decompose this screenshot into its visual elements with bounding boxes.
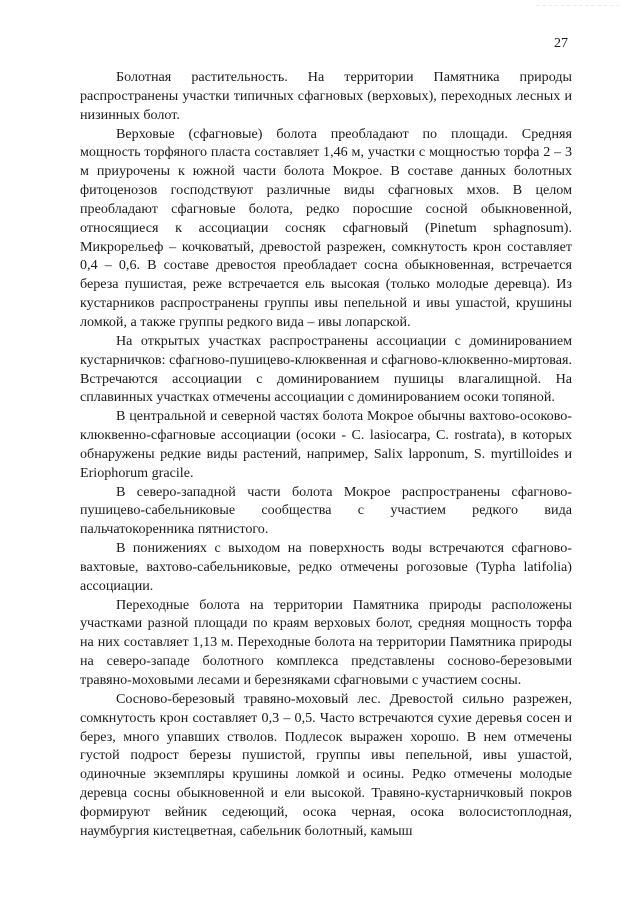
- paragraph-bog-vegetation-intro: Болотная растительность. На территории Памятника природы распространены участки типичных сфагновых (верховых), переходных лесных и низинных болот.: [80, 69, 572, 123]
- paragraph-central-north: В центральной и северной частях болота Мокрое обычны вахтово-осоково-клюквенно-сфагновые ассоциации (осоки - C. lasiocarpa, C. rostrata), в которых обнаружены редкие виды растений, например, Salix lapponum, S. myrtilloides и Eriophorum gracile.: [80, 408, 572, 481]
- page-body: [80, 68, 572, 841]
- page-number: 27: [554, 36, 568, 51]
- scan-header-mark: — — — — — — — — — — — — — —: [536, 2, 620, 7]
- paragraph-open-areas: На открытых участках распространены ассоциации с доминированием кустарничков: сфагново-пушицево-клюквенная и сфагново-клюквенно-миртовая. Встречаются ассоциации с доминированием пушицы влагалищной. На сплавинных участках отмечены ассоциации с доминированием осоки топяной.: [80, 332, 572, 406]
- paragraph-transitional-bogs: Переходные болота на территории Памятника природы расположены участками разной площади по краям верховых болот, средняя мощность торфа на них составляет 1,13 м. Переходные болота на территории Памятника природы на северо-западе болотного комплекса представлены сосново-березовыми травяно-моховыми лесами и березняками сфагновыми с участием сосны.: [80, 596, 572, 688]
- paragraph-depressions: В понижениях с выходом на поверхность воды встречаются сфагново-вахтовые, вахтово-сабельниковые, редко отмечены рогозовые (Typha latifolia) ассоциации.: [80, 540, 572, 594]
- paragraph-north-west: В северо-западной части болота Мокрое распространены сфагново-пушицево-сабельниковые сообщества с участием редкого вида пальчатокоренника пятнистого.: [80, 483, 572, 538]
- paragraph-raised-bogs: Верховые (сфагновые) болота преобладают по площади. Средняя мощность торфяного пласта составляет 1,46 м, участки с мощностью торфа 2 – 3 м приурочены к южной части болота Мокрое. В составе данных болотных фитоценозов господствуют различные виды сфагновых мхов. В целом преобладают сфагновые болота, редко поросшие сосной обыкновенной, относящиеся к ассоциации сосняк сфагновый (Pinetum sphagnosum). Микрорельеф – кочковатый, древостой разрежен, сомкнутость крон составляет 0,4 – 0,6. В составе древостоя преобладает сосна обыкновенная, встречается береза пушистая, реже встречается ель высокая (только молодые деревца). Из кустарников распространены группы ивы пепельной и ивы ушастой, крушины ломкой, а также группы редкого вида – ивы лопарской.: [80, 125, 572, 330]
- paragraph-pine-birch-forest: Сосново-березовый травяно-моховый лес. Древостой сильно разрежен, сомкнутость крон составляет 0,3 – 0,5. Часто встречаются сухие деревья сосен и берез, много упавших стволов. Подлесок выражен хорошо. В нем отмечены густой подрост березы пушистой, группы ивы пепельной, ивы ушастой, одиночные экземпляры крушины ломкой и осины. Редко отмечены молодые деревца сосны обыкновенной и ели высокой. Травяно-кустарничковый покров формируют вейник седеющий, осока черная, осока волосистоплодная, наумбургия кистецветная, сабельник болотный, камыш: [80, 690, 572, 839]
